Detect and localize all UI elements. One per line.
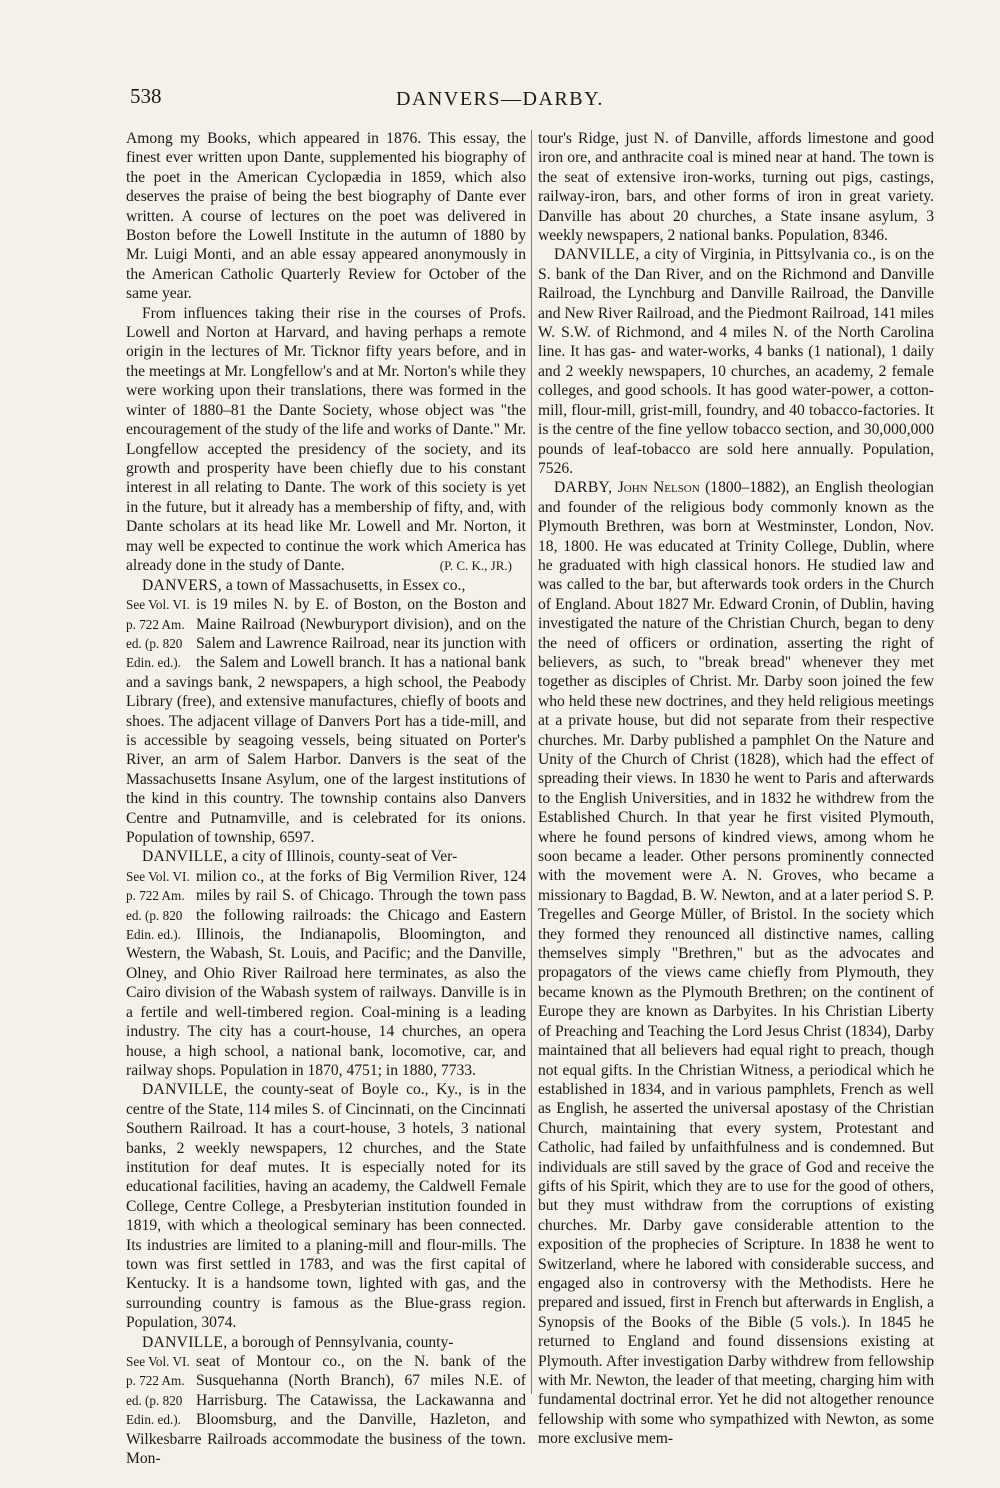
danville-pennsylvania-continuation: tour's Ridge, just N. of Danville, affords limestone and good iron ore, and anthracite coal is mined near at hand. The town is the seat of extensive iron-works, turning out pigs, castings, railway-iron, bars, and other forms of iron in great variety. Danville has about 20 churches, a State insane asylum, 3 weekly newspapers, 2 national banks. Population, 8346.: [538, 130, 934, 245]
running-head: DANVERS—DARBY.: [396, 88, 604, 110]
headword-danville: DANVILLE,: [142, 1333, 228, 1351]
headword-danville: DANVILLE,: [554, 246, 640, 264]
entry-danville-pennsylvania-first-line: a borough of Pennsylvania, county-: [227, 1333, 454, 1351]
entry-danville-kentucky-body: the county-seat of Boyle co., Ky., is in the centre of the State, 114 miles S. of Cincinnati, on the Cincinnati Southern Railroad. It has a court-house, 3 hotels, 3 national banks, 2 weekly newspapers, 12 churches, and the State institution for deaf mutes. It is especially noted for its educational facilities, having an academy, the Caldwell Female College, Centre College, a Presbyterian institution founded in 1819, with which a theological seminary has been connected. Its industries are limited to a planing-mill and flour-mills. The town was first settled in 1783, and was the first capital of Kentucky. It is a handsome town, lighted with gas, and the surrounding country is famous as the Blue-grass region. Population, 3074.: [126, 1081, 526, 1332]
headword-darby: DARBY,: [554, 479, 613, 497]
page-header: [0, 84, 1000, 114]
entry-danville-kentucky: [126, 1080, 526, 1332]
headword-danville: DANVILLE,: [142, 1081, 228, 1099]
entry-darby: [538, 478, 934, 1448]
entry-danville-illinois-body: milion co., at the forks of Big Vermilion River, 124 miles by rail S. of Chicago. Through the town pass the following railroads: the Chicago and Eastern Illinois, the Indianapolis, Bloomington, and Western, the Wabash, St. Louis, and Pacific; and the Danville, Olney, and Ohio River Railroad here terminates, as also the Cairo division of the Wabash system of railways. Danville is in a fertile and well-timbered region. Coal-mining is a leading industry. The city has a court-house, 14 churches, an opera house, a high school, a national bank, locomotive, car, and railway shops. Population in 1870, 4751; in 1880, 7733.: [126, 867, 526, 1079]
entry-danvers: [126, 576, 526, 848]
dante-society-paragraph: From influences taking their rise in the courses of Profs. Lowell and Norton at Harvard, and having perhaps a remote origin in the lectures of Mr. Ticknor fifty years before, and in the meetings at Mr. Longfellow's and at Mr. Norton's while they were working upon their translations, there was formed in the winter of 1880–81 the Dante Society, whose object was "the encouragement of the study of the life and works of Dante." Mr. Longfellow accepted the presidency of the society, and its growth and prosperity have been chiefly due to his constant interest in all relating to Dante. The work of this society is yet in the future, but it already has a membership of fifty, and, with Dante scholars at its head like Mr. Lowell and Mr. Norton, it may well be expected to continue the work which America has already done in the study of Dante.: [126, 304, 526, 574]
entry-danville-pennsylvania: [126, 1333, 526, 1469]
entry-danvers-body: is 19 miles N. by E. of Boston, on the Boston and Maine Railroad (Newburyport division), and on the Salem and Lawrence Railroad, near its junction with the Salem and Lowell branch. It has a national bank and a savings bank, 2 newspapers, a high school, the Peabody Library (free), and extensive manufactures, chiefly of boots and shoes. The adjacent village of Danvers Port has a tide-mill, and is accessible by seagoing vessels, being situated on Porter's River, an arm of Salem Harbor. Danvers is the seat of the Massachusetts Insane Asylum, one of the largest institutions of the kind in this country. The township contains also Danvers Centre and Putnamville, and is celebrated for its onions. Population of township, 6597.: [126, 596, 526, 847]
entry-danville-pennsylvania-body: seat of Montour co., on the N. bank of the Susquehanna (North Branch), 67 miles N.E. of Harrisburg. The Catawissa, the Lackawanna and Bloomsburg, and the Danville, Hazleton, and Wilkesbarre Railroads accommodate the business of the town. Mon-: [126, 1353, 526, 1468]
entry-danville-illinois-first-line: a city of Illinois, county-seat of Ver-: [227, 848, 458, 866]
entry-danville-virginia: [538, 245, 934, 478]
cross-reference-note: See Vol. VI. p. 722 Am. ed. (p. 820 Edin. ed.).: [126, 1354, 190, 1428]
entry-darby-body: (1800–1882), an English theologian and founder of the religious body commonly known as the Plymouth Brethren, was born at Westminster, London, Nov. 18, 1800. He was educated at Trinity College, Dublin, where he graduated with high classical honors. He studied law and was called to the bar, but afterwards took orders in the Church of England. About 1827 Mr. Edward Cronin, of Dublin, having investigated the nature of the Christian Church, began to deny the need of officers or ordination, asserting the right of believers, as such, to "break bread" whenever they met together as disciples of Christ. Mr. Darby soon joined the few who held these new doctrines, and they held religious meetings at a private house, but did not separate from their respective churches. Mr. Darby published a pamphlet On the Nature and Unity of the Church of Christ (1828), which had the effect of spreading their views. In 1830 he went to Paris and afterwards to the English Universities, and in 1832 he withdrew from the Established Church. In that year he first visited Plymouth, where he found persons of kindred views, among whom he soon became a leader. Other persons prominently connected with the movement were A. N. Groves, who became a missionary to Bagdad, B. W. Newton, and at a later period S. P. Tregelles and George Müller, of Bristol. In the society which they formed they renounced all distinctive names, calling themselves simply "Brethren," but as the advocates and propagators of the views came chiefly from Plymouth, they became known as the Plymouth Brethren; on the continent of Europe they are known as Darbyites. In his Christian Liberty of Preaching and Teaching the Lord Jesus Christ (1834), Darby maintained that all believers had equal right to preach, though not equal gifts. In the Christian Witness, a periodical which he established in 1834, and in various pamphlets, French as well as English, he asserted the universal apostasy of the Christian Church, maintaining that every system, Protestant and Catholic, had failed by unfaithfulness and is condemned. But individuals are still saved by the grace of God and receive the gifts of his Spirit, which they are to use for the good of others, but they must withdraw from the corruptions of existing churches. Mr. Darby gave considerable attention to the exposition of the prophecies of Scripture. In 1838 he went to Switzerland, where he labored with considerable success, and engaged also in controversy with the Methodists. Here he prepared and issued, first in French but afterwards in English, a Synopsis of the Books of the Bible (5 vols.). In 1845 he returned to England and found dissensions existing at Plymouth. After investigation Darby withdrew from fellowship with Mr. Newton, the leader of that meeting, charging him with fundamental doctrinal error. Yet he did not altogether renounce fellowship with some who sympathized with Newton, as some more exclusive mem-: [538, 479, 934, 1448]
column-divider: [531, 130, 532, 1394]
cross-reference-note: See Vol. VI. p. 722 Am. ed. (p. 820 Edin. ed.).: [126, 597, 190, 671]
author-signature: (P. C. K., JR.): [439, 558, 512, 574]
dante-essay-paragraph: Among my Books, which appeared in 1876. This essay, the finest ever written upon Dante, supplemented his biography of the poet in the American Cyclopædia in 1859, which also deserves the praise of being the best biography of Dante ever written. A course of lectures on the poet was delivered in Boston before the Lowell Institute in the autumn of 1880 by Mr. Luigi Monti, and an able essay appeared anonymously in the American Catholic Quarterly Review for October of the same year.: [126, 130, 526, 303]
cross-reference-note: See Vol. VI. p. 722 Am. ed. (p. 820 Edin. ed.).: [126, 868, 190, 943]
headword-danville: DANVILLE,: [142, 848, 228, 866]
darby-full-name: John Nelson: [617, 479, 700, 497]
headword-danvers: DANVERS,: [142, 576, 222, 594]
left-column: [126, 129, 526, 1468]
entry-danville-illinois: [126, 847, 526, 1080]
entry-danville-virginia-body: a city of Virginia, in Pittsylvania co., is on the S. bank of the Dan River, and on the Richmond and Danville Railroad, the Lynchburg and Danville Railroad, the Danville and New River Railroad, and the Piedmont Railroad, 141 miles W. S.W. of Richmond, and 4 miles N. of the North Carolina line. It has gas- and water-works, 4 banks (1 national), 1 daily and 2 weekly newspapers, 10 churches, an academy, 2 female colleges, and good schools. It has good water-power, a cotton-mill, flour-mill, grist-mill, foundry, and 40 tobacco-factories. It is the centre of the fine yellow tobacco section, and 30,000,000 pounds of leaf-tobacco are sold here annually. Population, 7526.: [538, 246, 934, 477]
right-column: [538, 129, 934, 1449]
entry-danvers-first-line: a town of Massachusetts, in Essex co.,: [221, 576, 466, 594]
page-number: 538: [130, 84, 162, 108]
